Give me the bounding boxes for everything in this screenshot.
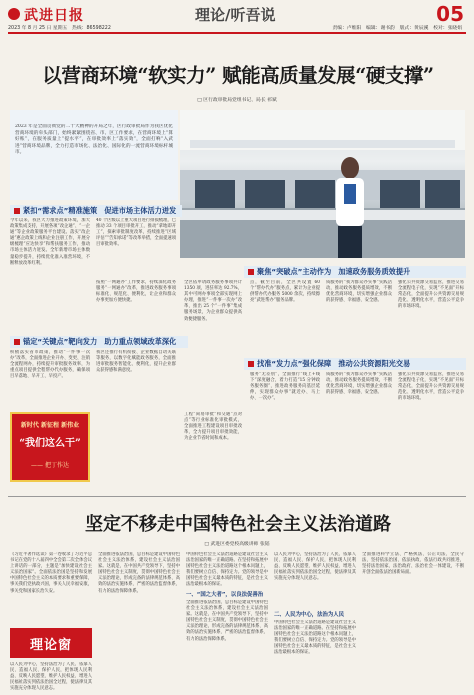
top-col-4a: 点，截至目前，全区共设置 60 个“帮办代办”服务点，累计为企业提供帮办代办服务 5000 余次，持续擦亮“武进帮办”服务品牌。 <box>250 280 320 304</box>
bottom-headline: 坚定不移走中国特色社会主义法治道路 <box>85 514 391 535</box>
subhead-force-point: 找准“发力点”强化保障 推动公共资源阳光交易 <box>244 358 466 370</box>
campaign-ad-box <box>10 412 90 482</box>
logo-seal-icon <box>8 8 20 20</box>
ad-line-3: —— 把丁作达 <box>31 462 69 469</box>
masthead-rule <box>8 32 466 34</box>
top-byline: □ 区行政审批局党组书记、局长 祁斌 <box>197 98 277 103</box>
top-col-5c: 强化公共资源交易监管，推进交易全流程电子化，实现“不见面”开标常态化，全面提升公共资源交易规范化、透明化水平，营造公平竞争的市场环境。 <box>398 372 464 402</box>
bullet-mark-icon <box>248 361 254 367</box>
page-number: 05 <box>436 2 464 26</box>
theory-window-tag <box>10 628 92 658</box>
masthead <box>0 0 474 34</box>
top-col-4b: 服务“无差别”，全面推行“线上+线下”深度融合，着力打造“15 分钟政务服务圈”，推进政务服务向基层延伸，实现群众办事“就近办、马上办、一次办”。 <box>250 372 320 402</box>
bottom-col-5: 全面推进科学立法、严格执法、公正司法、全民守法，坚持依法治国、依法执政、依法行政共同推进，坚持法治国家、法治政府、法治社会一体建设，不断开创全面依法治国新局面。 <box>362 552 464 576</box>
top-col-2c: 我区还推行有机衔接、企业数据自动关联等服务，以数字化赋能政务服务，全面推进审批服务智能化、便利化，提升企业群众获得感和满意度。 <box>96 350 176 374</box>
bottom-subhead-1: 一、“国之大者”，以良法促善治 <box>186 592 264 598</box>
bottom-col-1: 《习近平著作选读》第一卷收录了习近平总书记在党的十八届四中全会第二次全体会议上讲话的一部分，主题是“加快建设社会主义法治国家”。全面依法治国是坚持和发展中国特色社会主义的本质要求和重要保障，事关我们党执政兴国，事关人民幸福安康，事关党和国家长治久安。 <box>10 552 92 594</box>
ad-line-1: 新时代 新征程 新伟业 <box>20 422 80 429</box>
bottom-col-4b: 中国特色社会主义法治道路是建设社会主义法治国家的唯一正确道路。在坚持和拓展中国特色社会主义法治道路这个根本问题上，我们要树立自信、保持定力。党的领导是中国特色社会主义最本质的特征，是社会主义法治最根本的保证。 <box>274 620 356 656</box>
top-col-4c: 质服务的“我为群众办实事”实践活动，推动政务服务提质增效，不断优化营商环境，切实增强企业群众的获得感、幸福感、安全感。 <box>326 372 392 396</box>
intro-box <box>10 110 178 200</box>
subhead-breakthrough: 聚焦“突破点”主动作为 加速政务服务质效提升 <box>244 266 466 278</box>
newspaper-logo: 武进日报 <box>24 8 84 24</box>
service-hall-photo <box>180 110 465 258</box>
top-col-3b: 工程“简易审批”和交通“点对点”等行业标准化审批模式，全面推进工程建设项目审批改革，全力提升项目审批效能，为企业节省时间和成本。 <box>184 412 242 442</box>
ad-line-2: “我们这么干” <box>19 438 81 449</box>
bullet-mark-icon <box>14 339 20 345</box>
photo-illustration <box>180 110 465 258</box>
bullet-mark-icon <box>14 208 20 214</box>
intro-text: 2023 年是全面贯彻党的二十大精神的开局之年，区行政审批局作为我区优化营商环境的牵头部门，始终紧紧围绕省、市、区工作要求，在营商环境上“算好账”，在服务质量上“提水平”，在审批效率上“落实效”，全面打响“入武进”营商环境品牌，全力打造市场化、法治化、国际化的一流营商环境标杆城市。 <box>15 124 173 156</box>
bottom-subhead-2: 二、人民为中心，法治为人民 <box>274 612 345 618</box>
top-col-5b: 强化公共资源交易监管，推进交易全流程电子化，实现“不见面”开标常态化，全面提升公共资源交易规范化、透明化水平，营造公平竞争的市场环境。 <box>398 280 464 310</box>
subhead-key-point: 锚定“关键点”靶向发力 助力重点领域改革深化 <box>10 336 188 348</box>
bottom-col-3b: 全面推进依法治国，总目标是建设中国特色社会主义法治体系，建设社会主义法治国家。这就是，在中国共产党领导下，坚持中国特色社会主义制度，贯彻中国特色社会主义法治理论，形成完备的法律规范体系、高效的法治实施体系、严密的法治监督体系、有力的法治保障体系。 <box>186 600 268 642</box>
subhead-demand: 紧扣“需求点”精准施策 促进市场主体活力迸发 <box>10 205 182 217</box>
bottom-col-2: 全面推进依法治国，总目标是建设中国特色社会主义法治体系，建设社会主义法治国家。这就是，在中国共产党领导下，坚持中国特色社会主义制度，贯彻中国特色社会主义法治理论，形成完备的法律规范体系、高效的法治实施体系、严密的法治监督体系、有力的法治保障体系。 <box>98 552 180 594</box>
bullet-mark-icon <box>248 269 254 275</box>
top-col-1a: 今年以来，我区大力推进政策环境，加大政策集成支持，开展各项“改企通”、“一企通”等企业政策服务平台建设。落实“改企通”惠企政策上线和企业注册工作，开展分级梳理“应达快享”和帮扶服务工作，推动市场主体活力迸发。全年新增市场主体数量稳步提升，持续优化准入准营环境，不断释放改革红利。 <box>10 218 90 266</box>
top-col-2a: 40 个区级以上重大项目进行排摸梳理，已推动 33 个项目审批开工，推动“拿地即开工”，探索审批制度改革，持续推进“区域评估”“告知承诺”等改革举措，全面提速项目审批效率。 <box>96 218 176 248</box>
bottom-col-1b: 以人民为中心，坚持法治为了人民、依靠人民、造福人民、保护人民，把体现人民利益、反映人民愿望、维护人民权益、增进人民福祉落实到依法治国全过程，使法律及其实施充分体现人民意志。 <box>10 662 92 692</box>
bottom-col-4: 以人民为中心，坚持法治为了人民、依靠人民、造福人民、保护人民，把体现人民利益、反映人民愿望、维护人民权益、增进人民福祉落实到依法治国全过程，使法律及其实施充分体现人民意志。 <box>274 552 356 582</box>
theory-window-label: 理论窗 <box>29 638 72 653</box>
section-divider <box>8 496 466 497</box>
bottom-byline: □ 武进区委党校高级讲师 张韬 <box>204 542 270 547</box>
top-col-5a: 质服务的“我为群众办实事”实践活动，推动政务服务提质增效，不断优化营商环境，切实增强企业群众的获得感、幸福感、安全感。 <box>326 280 392 304</box>
top-col-1b: 积极落实省市政策，推动“一件事一次办”改革，全面推进企业开办、变更、注销全流程网办，持续提升审批服务效率，为重点项目提供全程帮办代办服务，确保项目早落地、早开工、早投产。 <box>10 350 90 380</box>
top-col-3a: 全区依申请政务服务事项共计 1350 项，进驻率达 92.7%，其中可网办事项全部实现网上办理，推进“一件事一次办”改革，推出 25 个“一件事”集成服务场景，为企业群众提供高效便捷服务。 <box>184 280 242 322</box>
top-col-2b: 按照“一网通办”工作要求，持续深化政务服务“一网通办”改革，推进政务服务事项标准化、规范化、便利化，让企业和群众办事更加方便快捷。 <box>96 280 176 304</box>
bottom-col-3: 中国特色社会主义法治道路是建设社会主义法治国家的唯一正确道路。在坚持和拓展中国特色社会主义法治道路这个根本问题上，我们要树立自信、保持定力。党的领导是中国特色社会主义最本质的特征，是社会主义法治最根本的保证。 <box>186 552 268 588</box>
section-title: 理论/听吾说 <box>195 6 276 24</box>
top-headline: 以营商环境“软实力” 赋能高质量发展“硬支撑” <box>42 64 434 87</box>
editors-line: 责编：卢维阳 编辑：谢书韵 版式：黄辰溪 校对：张晓娟 <box>332 26 462 31</box>
date-line: 2023 年 8 月 25 日 星期五 热线：86598222 <box>8 26 111 31</box>
